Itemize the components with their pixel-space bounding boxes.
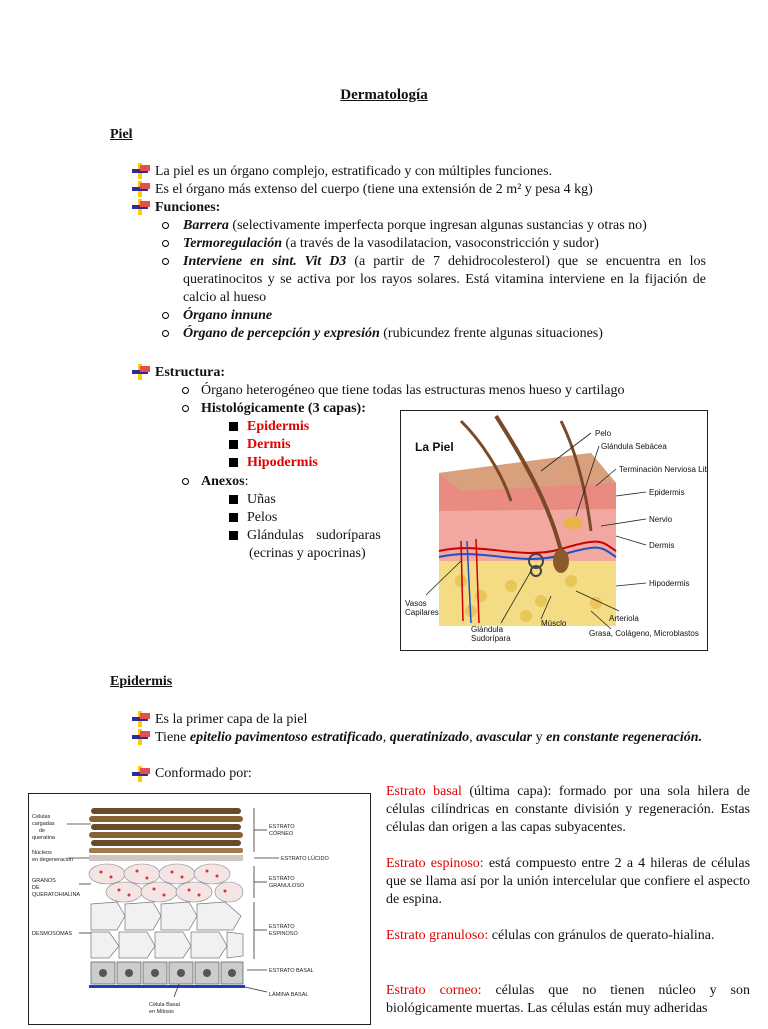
intro-item: La piel es un órgano complejo, estratificado y con múltiples funciones. [155,164,553,179]
skin-diagram [401,411,707,650]
figure-label: Músclo [541,619,567,628]
layer-label: en degeneración [32,857,73,863]
layer-label: ESPINOSO [269,931,298,937]
epidermis-item: Tiene epitelio pavimentoso estratificado, queratinizado, avascular y en constante regeneración. [155,730,703,745]
circle-bullet-icon [162,258,169,265]
figure-label: Epidermis [649,488,685,497]
layer-label: cargadas [32,821,55,827]
capa-item: Dermis [247,437,291,452]
anexo-item: (ecrinas y apocrinas) [249,546,366,561]
layer-label: ESTRATO BASAL [269,968,314,974]
square-bullet-icon [229,495,238,504]
layer-label: de [39,828,46,834]
layer-label: Núcleos [32,850,52,856]
capa-item: Hipodermis [247,455,318,470]
circle-bullet-icon [162,222,169,229]
estrato-paragraph: Estrato espinoso: está compuesto entre 2 a 4 hileras de células que se llama así por la unión intercelular que confiere el aspecto de espina. [386,856,751,907]
bullet-icon [132,729,152,745]
square-bullet-icon [229,458,238,467]
square-bullet-icon [229,440,238,449]
funcion-item: Termoregulación (a través de la vasodilatacion, vasoconstricción y sudor) [183,236,599,251]
figure-label: Terminación Nerviosa Libre [619,465,707,474]
estrato-paragraph: Estrato corneo: células que no tienen núcleo y son biológicamente muertas. Las células están muy adheridas [386,983,750,1016]
circle-bullet-icon [182,387,189,394]
bullet-icon [132,364,152,380]
bullet-icon [132,181,152,197]
figure-label: Dermis [649,541,675,550]
estructura-label: Estructura: [155,365,225,380]
layer-label: QUERATOHIALINA [32,892,81,898]
layer-label: GRANULOSO [269,883,305,889]
layer-label: ESTRATO [269,924,295,930]
bullet-icon [132,163,152,179]
layer-label: LÁMINA BASAL [269,992,309,998]
circle-bullet-icon [162,240,169,247]
funcion-item: Órgano de percepción y expresión (rubicundez frente algunas situaciones) [183,326,603,341]
epidermis-item: Conformado por: [155,766,252,781]
funcion-item: Órgano innune [183,308,273,323]
layer-label: ESTRATO LÚCIDO [281,856,329,862]
funciones-label: Funciones: [155,200,221,215]
layer-label: ESTRATO [269,876,295,882]
epidermis-item: Es la primer capa de la piel [155,712,308,727]
layer-label: en Mitosis [149,1009,174,1015]
anexo-item: Glándulas sudoríparas [247,528,381,543]
intro-item: Es el órgano más extenso del cuerpo (tiene una extensión de 2 m² y pesa 4 kg) [155,182,593,197]
capa-item: Epidermis [247,419,310,434]
circle-bullet-icon [162,330,169,337]
anexo-item: Pelos [247,510,278,525]
bullet-icon [132,711,152,727]
layer-label: DESMOSOMAS [32,931,73,937]
figure-label: Nervio [649,515,673,524]
circle-bullet-icon [162,312,169,319]
funcion-item: Barrera (selectivamente imperfecta porque ingresan algunas sustancias y otras no) [183,218,647,233]
figure-label: Vasos [405,599,427,608]
layer-label: queratina [32,835,55,841]
layer-label: ESTRATO [269,824,295,830]
bullet-icon [132,199,152,215]
anexo-item: Uñas [247,492,276,507]
figure-label: Capilares [405,608,439,617]
estrato-paragraph: Estrato basal (última capa): formado por una sola hilera de células cilíndricas en constante división y regeneración. Estas células dan origen a las capas subyacentes. [386,784,750,835]
figure-label: Sudorípara [471,634,511,643]
square-bullet-icon [229,531,238,540]
epidermis-layers-figure [28,793,371,1025]
layers-diagram [29,794,370,1024]
figure-label: Glándula Sebácea [601,442,667,451]
square-bullet-icon [229,422,238,431]
bullet-icon [132,766,152,782]
figure-label: Grasa, Colágeno, Microblastos [589,629,699,638]
funcion-item: Interviene en sint. Vit D3 (a partir de 7 dehidrocolesterol) que se encuentra en los queratinocitos y se activa por los rayos solares. Está vitamina interviene en la fijación de calcio al hueso [183,254,706,305]
page-title: Dermatología [340,87,428,103]
section-heading-piel: Piel [110,127,133,142]
square-bullet-icon [229,513,238,522]
layer-label: DE [32,885,40,891]
estructura-item: Órgano heterogéneo que tiene todas las estructuras menos hueso y cartilago [201,383,625,398]
skin-figure [400,410,708,651]
layer-label: Célula Basal [149,1002,180,1008]
figure-label: Glándula [471,625,504,634]
figure-label: Hipodermis [649,579,690,588]
layer-label: CÓRNEO [269,831,294,837]
circle-bullet-icon [182,478,189,485]
figure-label: Pelo [595,429,612,438]
layer-label: Células [32,814,51,820]
figure-title: La Piel [415,440,454,454]
estrato-paragraph: Estrato granuloso: células con gránulos de querato-hialina. [386,928,715,943]
estructura-item: Histológicamente (3 capas): [201,401,366,416]
anexos-label: Anexos: [201,474,249,489]
layer-label: GRANOS [32,878,56,884]
circle-bullet-icon [182,405,189,412]
figure-label: Arteriola [609,614,639,623]
section-heading-epidermis: Epidermis [110,674,173,689]
